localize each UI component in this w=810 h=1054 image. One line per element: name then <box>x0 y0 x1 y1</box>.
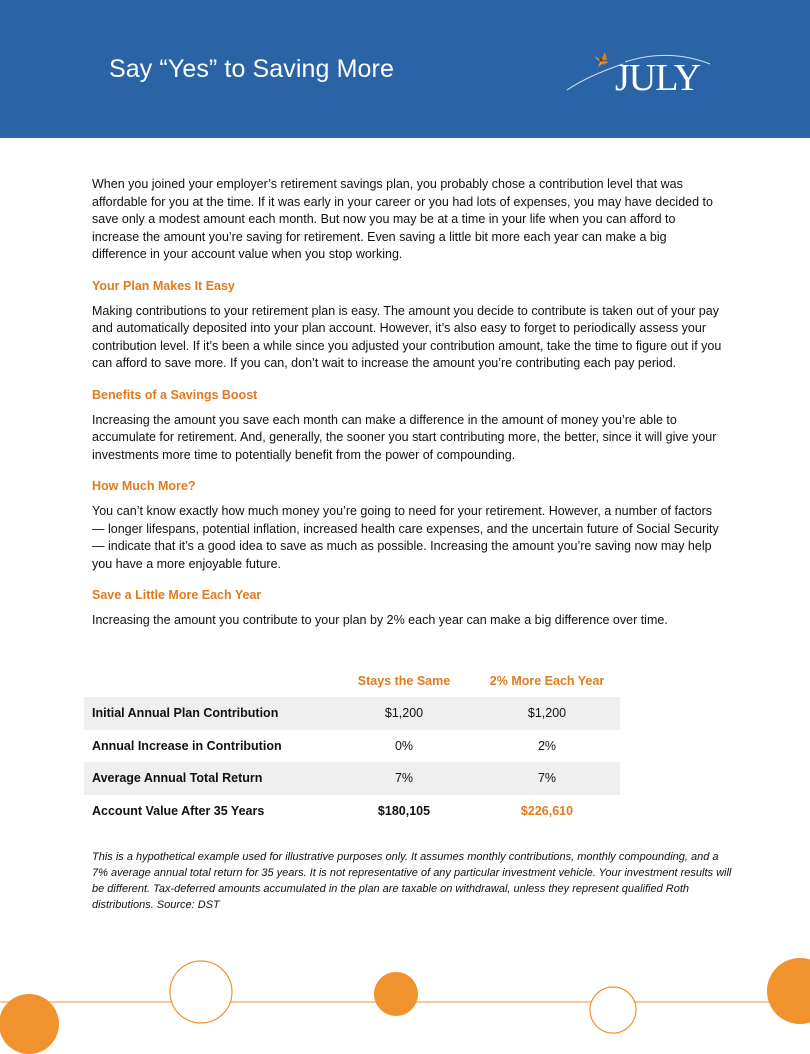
cell-two-percent: 7% <box>474 762 620 795</box>
row-label: Initial Annual Plan Contribution <box>84 697 334 730</box>
row-label: Account Value After 35 Years <box>92 803 265 818</box>
table-row <box>84 730 620 763</box>
table-row <box>84 795 620 828</box>
intro-paragraph: When you joined your employer’s retirement savings plan, you probably chose a contribution level that was affordable for you at the time. If it was early in your career or you had lots of expenses, you may have decided to save only a modest amount each month. But now you may be at a time in your life when you can afford to increase the amount you’re saving for retirement. Even saving a little bit more each year can make a big difference in your account value when you stop working. <box>92 177 713 262</box>
row-label: Average Annual Total Return <box>84 762 334 795</box>
table-row <box>84 697 620 730</box>
cell-stays-same: $1,200 <box>334 697 474 730</box>
section-heading-savings-boost: Benefits of a Savings Boost <box>92 387 258 402</box>
decorative-footer-circles <box>0 940 810 1054</box>
column-header-stays-same: Stays the Same <box>357 674 451 688</box>
table-row <box>84 762 620 795</box>
savings-comparison-table <box>84 665 620 827</box>
disclaimer-footnote: This is a hypothetical example used for illustrative purposes only. It assumes monthly contributions, monthly compounding, and a 7% average annual total return for 35 years. It is not representative of any particular investment vehicle. Your investment results will be different. Tax-deferred amounts accumulated in the plan are taxable on withdrawal, unless they represent qualified Roth distributions. Source: DST <box>92 851 732 911</box>
cell-two-percent: $226,610 <box>520 803 574 818</box>
section-body-how-much: You can’t know exactly how much money you’re going to need for your retirement. However, a number of factors — longer lifespans, potential inflation, increased health care expenses, and the uncertain future of Social Security — indicate that it’s a good idea to save as much as possible. Increasing the amount you’re saving now may help you have a more enjoyable future. <box>92 503 719 571</box>
outline-circle-icon <box>590 987 636 1033</box>
header-banner <box>0 0 810 138</box>
article-body <box>92 176 722 629</box>
cell-two-percent: 2% <box>537 738 557 753</box>
july-logo <box>565 42 725 106</box>
logo-wordmark: JULY <box>615 57 701 99</box>
cell-stays-same: 0% <box>394 738 414 753</box>
cell-stays-same: 7% <box>334 762 474 795</box>
row-label: Annual Increase in Contribution <box>92 738 282 753</box>
section-heading-how-much: How Much More? <box>92 479 196 494</box>
table-header-row <box>84 665 620 697</box>
cell-two-percent: $1,200 <box>474 697 620 730</box>
filled-circle-icon <box>0 994 59 1054</box>
filled-circle-icon <box>374 972 418 1016</box>
section-heading-save-more: Save a Little More Each Year <box>92 588 262 603</box>
page-title: Say “Yes” to Saving More <box>109 55 394 83</box>
column-header-two-percent: 2% More Each Year <box>489 674 605 688</box>
outline-circle-icon <box>170 961 232 1023</box>
section-body-plan-easy: Making contributions to your retirement plan is easy. The amount you decide to contribute is taken out of your pay and automatically deposited into your plan account. However, it’s also easy to forget to periodically assess your contribution level. If it’s been a while since you adjusted your contribution amount, take the time to figure out if you can afford to save more. If you can, don’t wait to increase the amount you’re contributing each pay period. <box>92 303 722 371</box>
section-body-save-more: Increasing the amount you contribute to your plan by 2% each year can make a big difference over time. <box>92 612 668 627</box>
section-body-savings-boost: Increasing the amount you save each month can make a difference in the amount of money you’re able to accumulate for retirement. And, generally, the sooner you start contributing more, the better, since it will give your investments more time to potentially benefit from the power of compounding. <box>92 412 717 462</box>
filled-circle-icon <box>767 958 810 1024</box>
section-heading-plan-easy: Your Plan Makes It Easy <box>92 278 235 293</box>
cell-stays-same: $180,105 <box>377 803 431 818</box>
